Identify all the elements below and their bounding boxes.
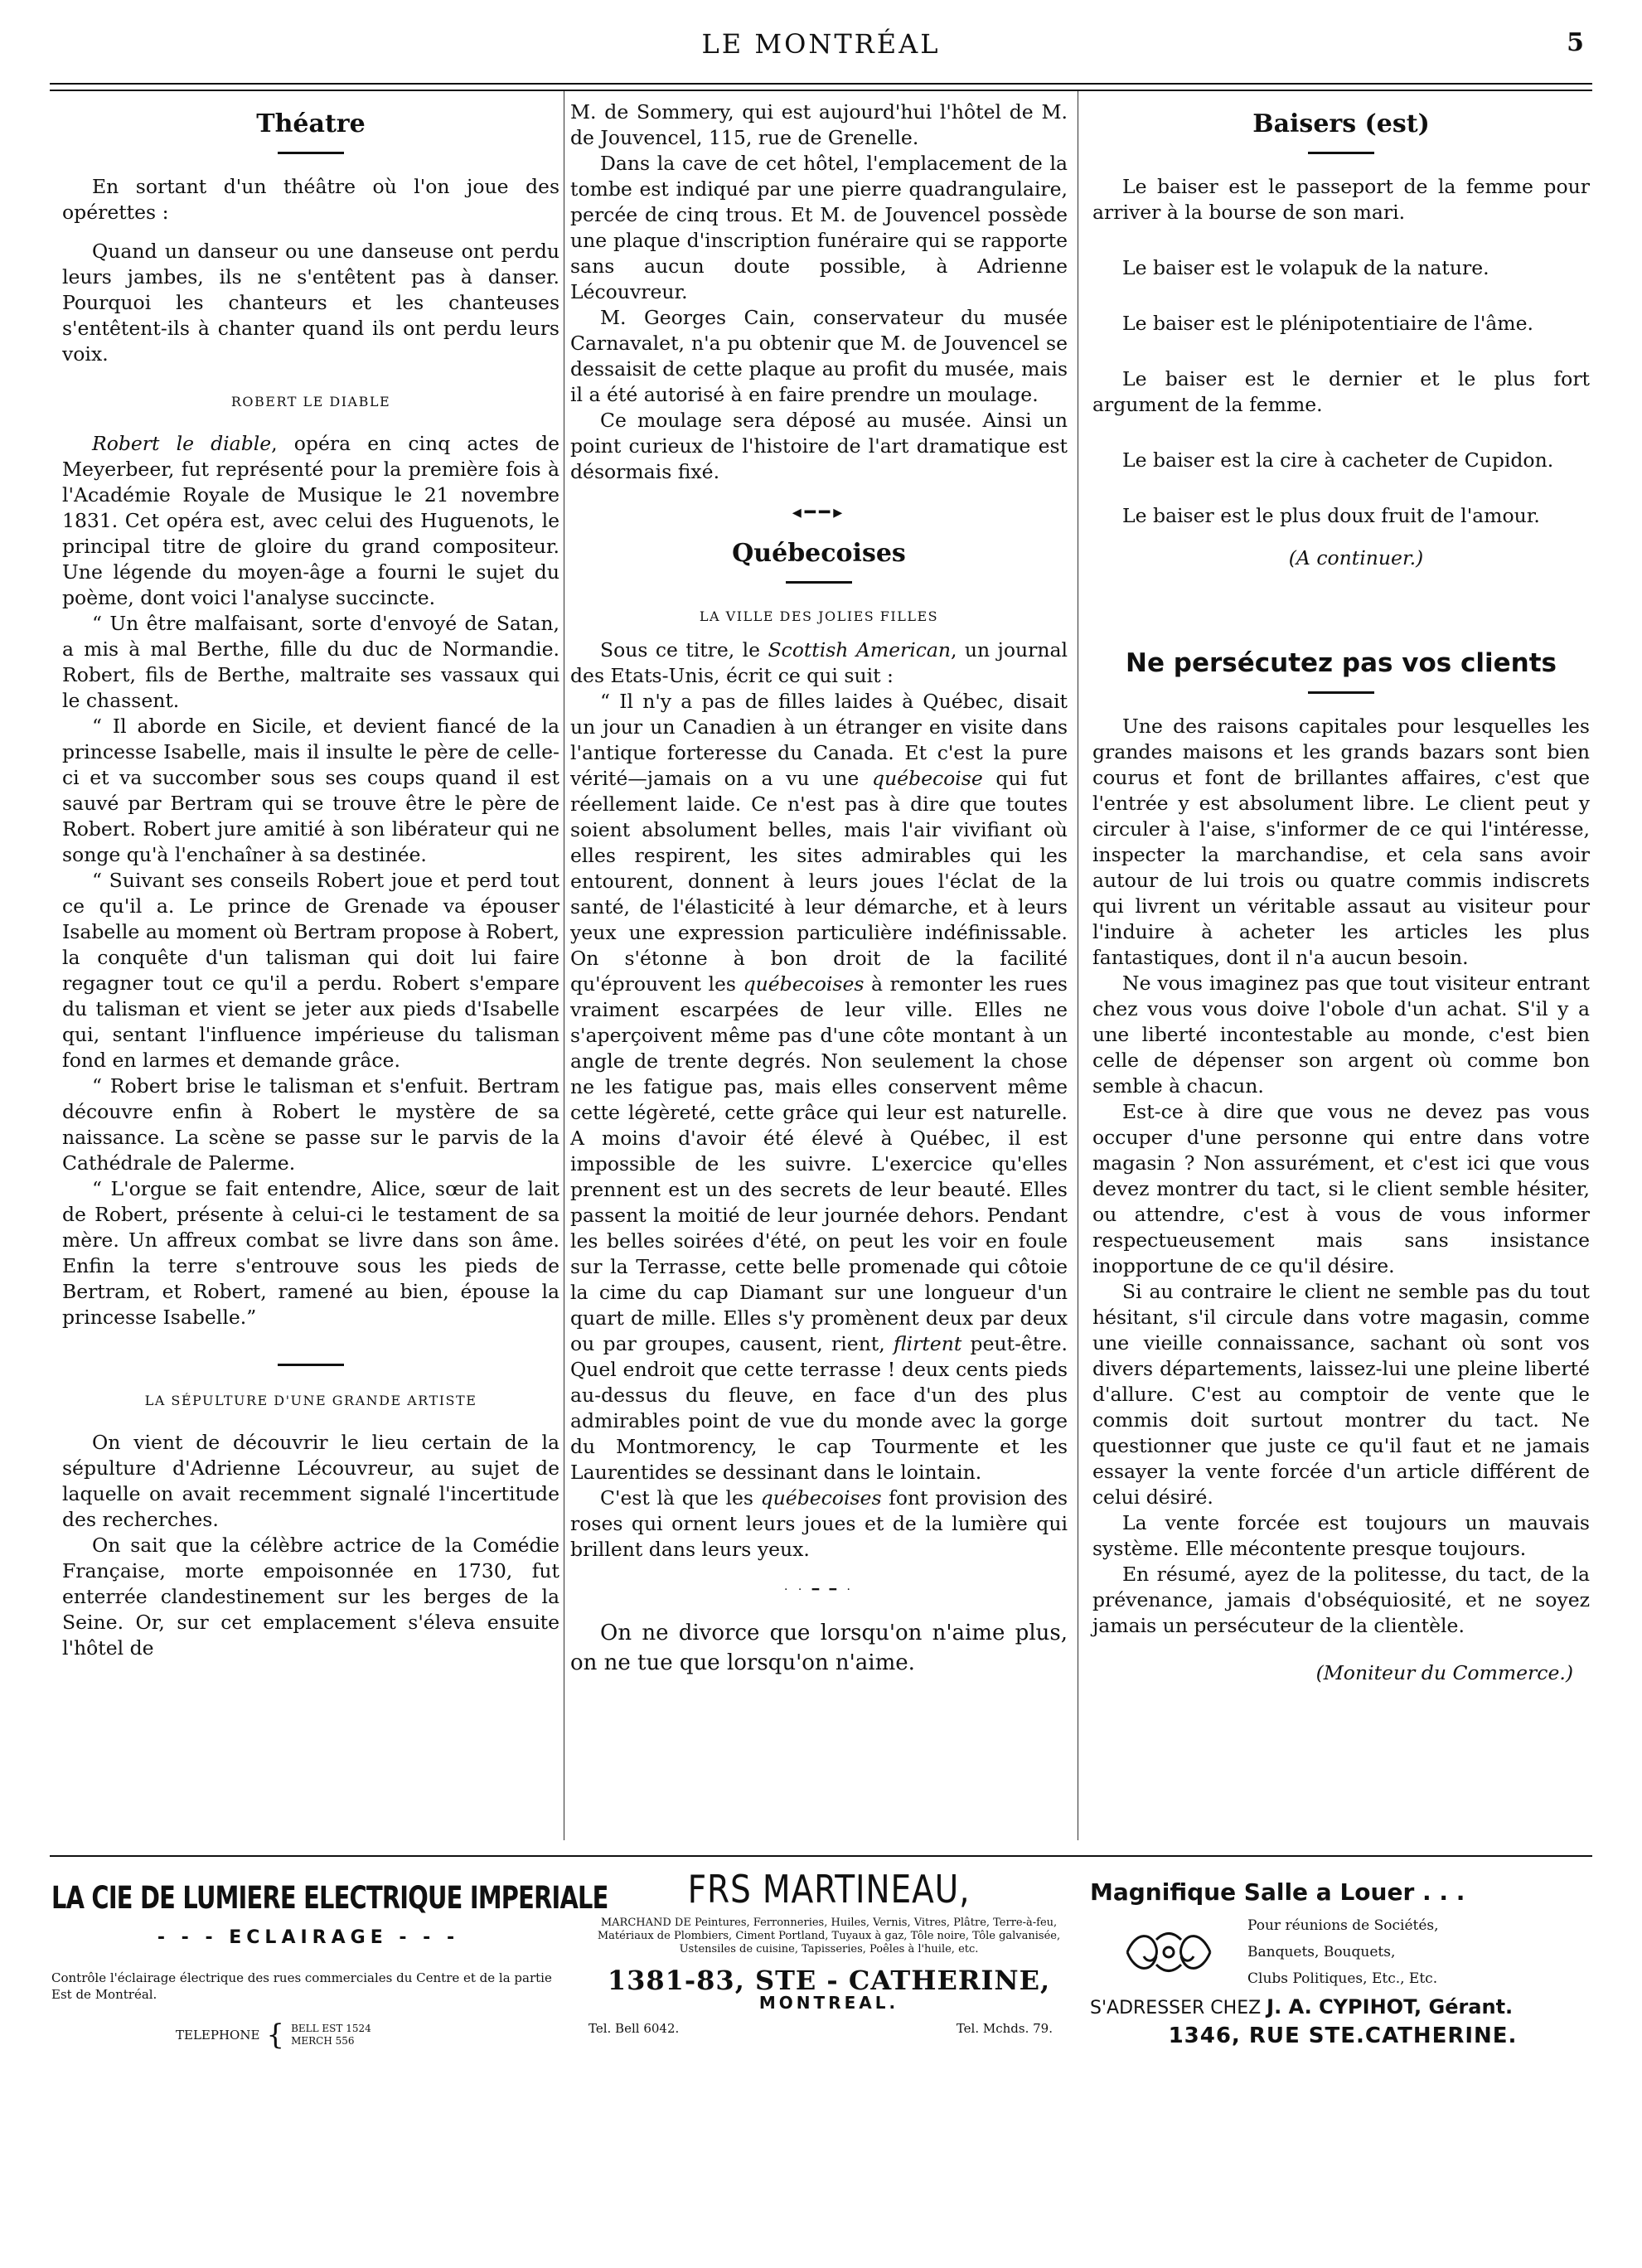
ad-list-item: Banquets, Bouquets,	[1247, 1944, 1396, 1960]
telephone-number: BELL EST 1524	[291, 2023, 371, 2034]
paragraph: Ne vous imaginez pas que tout visiteur entrant chez vous vous doive l'obole d'un achat. S'il y a une liberté incontestable au monde, c'est bien celle de dépenser son argent où comme bon semble à chacun.	[1092, 972, 1590, 1098]
ad-title: Magnifique Salle a Louer . . .	[1090, 1878, 1465, 1906]
paragraph-text: , un journal des Etats-Unis, écrit ce qui suit :	[570, 638, 1068, 687]
paragraph: En résumé, ayez de la politesse, du tact, de la prévenance, jamais d'obséquiosité, et ne soyez jamais un persécuteur de la clientèle.	[1092, 1563, 1590, 1637]
paragraph-text: Sous ce titre, le	[600, 638, 768, 662]
paragraph: En sortant d'un théâtre où l'on joue des opérettes :	[62, 175, 559, 224]
source-credit: (Moniteur du Commerce.)	[1315, 1661, 1573, 1684]
paragraph: Une des raisons capitales pour lesquelles les grandes maisons et les grands bazars sont bien courus et font de brillantes affaires, c'est que l'entrée y est absolument libre. Le client peut y circuler à l'aise, s'informer de ce qui l'intéresse, inspecter la marchandise, et cela sans avoir autour de lui trois ou quatre commis indiscrets qui livrent un véritable assaut au visiteur pour l'induire à acheter les articles les plus fantastiques, dont il n'a aucun besoin.	[1092, 715, 1590, 969]
paragraph-text: qui fut réellement laide. Ce n'est pas à dire que toutes soient absolument belles, mais l'air vivifiant où elles respirent, les sites admirables qui les entourent, donnent à leurs joues l'éclat de la santé, de l'élasticité à leur démarche, et à leurs yeux une expression particulière indéfinissable. On s'étonne à bon droit de la facilité qu'éprouvent les	[570, 767, 1068, 996]
italic-word: québecoise	[871, 767, 983, 790]
telephone-number: Tel. Mchds. 79.	[956, 2021, 1053, 2036]
paragraph: Le baiser est la cire à cacheter de Cupidon.	[1122, 448, 1554, 472]
article-title-clients: Ne persécutez pas vos clients	[1126, 648, 1557, 678]
paragraph-text: “ Il n'y a pas de filles laides à Québec, disait un jour un Canadien à un étranger en visite dans l'antique forteresse du Canada. Et c'est la pure vérité—jamais on a vu une	[570, 690, 1068, 790]
ad-electric-company	[51, 1865, 608, 2213]
paragraph: Si au contraire le client ne semble pas du tout hésitant, s'il circule dans votre magasin, comme une vieille connaissance, sachant où sont vos divers départements, laissez-lui une pleine liberté d'allure. C'est au comptoir de vente que le commis doit surtout montrer du tact. Ne questionner que juste ce qu'il faut et ne jamais essayer la vente forcée d'un article différent de celui désiré.	[1092, 1280, 1590, 1509]
paragraph: La vente forcée est toujours un mauvais système. Elle mécontente presque toujours.	[1092, 1511, 1590, 1560]
ad-list	[1247, 1912, 1439, 1992]
paragraph-text: à remonter les rues vraiment escarpées de leur ville. Elles ne s'aperçoivent même pas d'une côte montant à un angle de trente degrés. Non seulement la chose ne les fatigue pas, mais elles conservent même cette légèreté, cette grâce qui leur est naturelle. A moins d'avoir été élevé à Québec, il est impossible de les suivre. L'exercice qu'elles prennent est un des secrets de leur beauté. Elles passent la moitié de leur journée dehors. Pendant les belles soirées d'été, on peut les voir en foule sur la Terrasse, cette belle promenade qui côtoie la cime du cap Diamant sur une longueur d'un quart de mille. Elles s'y promènent deux par deux ou par groupes, causent, rient,	[570, 972, 1068, 1355]
paragraph-text: font provision des roses qui ornent leurs joues et de la lumière qui brillent dans leurs yeux.	[570, 1486, 1068, 1561]
column-2	[570, 99, 1068, 1678]
paragraph	[570, 1485, 1068, 1563]
page-header	[50, 28, 1592, 78]
telephone-numbers	[291, 2023, 371, 2048]
ad-list-item: Pour réunions de Sociétés,	[1247, 1917, 1439, 1934]
title-rule	[278, 152, 344, 154]
title-rule	[1308, 691, 1374, 694]
masthead-title: LE MONTRÉAL	[701, 28, 941, 60]
paragraph: M. de Sommery, qui est aujourd'hui l'hôtel de M. de Jouvencel, 115, rue de Grenelle.	[570, 100, 1068, 149]
ad-text: Contrôle l'éclairage électrique des rues commerciales du Centre et de la partie Est de Montréal.	[51, 1970, 552, 2002]
brace-icon: {	[266, 2018, 285, 2052]
ad-telephones	[589, 2021, 1053, 2036]
italic-word: québecoises	[743, 972, 865, 996]
paragraph	[570, 689, 1068, 1485]
paragraph: On sait que la célèbre actrice de la Comédie Française, morte empoisonnée en 1730, fut enterrée clandestinement sur les berges de la Seine. Or, sur cet emplacement s'éleva ensuite l'hôtel de	[62, 1534, 559, 1660]
ad-city: MONTREAL.	[758, 1993, 899, 2013]
page-number: 5	[1567, 28, 1584, 57]
ad-contact	[1090, 1995, 1596, 2018]
paragraph: “ Robert brise le talisman et s'enfuit. Bertram découvre enfin à Robert le mystère de sa naissance. La scène se passe sur le parvis de la Cathédrale de Palerme.	[62, 1074, 559, 1175]
ad-telephone	[176, 2018, 565, 2052]
article-title-quebecoises: Québecoises	[732, 539, 906, 568]
header-rule	[50, 83, 1592, 91]
section-heading: LA SÉPULTURE D'UNE GRANDE ARTISTE	[144, 1393, 477, 1408]
title-rule	[1308, 152, 1374, 154]
paragraph: “ L'orgue se fait entendre, Alice, sœur de lait de Robert, présente à celui-ci le testament de sa mère. Un affreux combat se livre dans son âme. Enfin la terre s'entrouve sous les pieds de Bertram, et Robert, ramené au bien, épouse la princesse Isabelle.”	[62, 1177, 559, 1329]
italic-word: flirtent	[893, 1332, 962, 1355]
paragraph: Quand un danseur ou une danseuse ont perdu leurs jambes, ils ne s'entêtent pas à danser. Pourquoi les chanteurs et les chanteuses s'entêtent-ils à chanter quand ils ont perdu leurs voix.	[62, 240, 559, 366]
paragraph: Ce moulage sera déposé au musée. Ainsi un point curieux de l'histoire de l'art dramatique est désormais fixé.	[570, 409, 1068, 483]
italic-title: Robert le diable	[92, 432, 272, 455]
ad-text: MARCHAND DE Peintures, Ferronneries, Huiles, Vernis, Vitres, Plâtre, Terre-à-feu, Matériaux de Plombiers, Ciment Portland, Tuyaux à gaz, Tôle noire, Tôle galvanisée, Ustensiles de cuisine, Tapisseries, Poêles à l'huile, etc.	[597, 1917, 1061, 1955]
paragraph: Est-ce à dire que vous ne devez pas vous occuper d'une personne qui entre dans votre magasin ? Non assurément, et c'est ici que vous devez montrer du tact, si le client semble hésiter, ou attendre, c'est à vous de vous informer respectueusement mais sans insistance inopportune de ce qu'il désire.	[1092, 1100, 1590, 1277]
section-heading: ROBERT LE DIABLE	[230, 394, 391, 410]
paragraph: Le baiser est le volapuk de la nature.	[1122, 256, 1489, 279]
paragraph: On vient de découvrir le lieu certain de la sépulture d'Adrienne Lécouvreur, au sujet de laquelle on avait recemment signalé l'incertitude des recherches.	[62, 1431, 559, 1531]
to-be-continued: (A continuer.)	[1288, 546, 1424, 569]
ad-title: FRS MARTINEAU,	[687, 1867, 971, 1912]
column-1	[62, 99, 559, 1661]
italic-journal-name: Scottish American	[768, 638, 952, 662]
paragraph: Le baiser est le plénipotentiaire de l'âme.	[1122, 312, 1533, 335]
paragraph	[62, 431, 559, 611]
paragraph: On ne divorce que lorsqu'on n'aime plus, on ne tue que lorsqu'on n'aime.	[570, 1621, 1068, 1675]
section-heading: LA VILLE DES JOLIES FILLES	[699, 608, 939, 624]
paragraph: Le baiser est le dernier et le plus fort argument de la femme.	[1092, 367, 1590, 416]
ad-body	[1090, 1912, 1596, 1992]
article-title-baisers: Baisers (est)	[1252, 109, 1430, 138]
telephone-label: TELEPHONE	[176, 2028, 260, 2043]
ad-title: LA CIE DE LUMIERE ELECTRIQUE IMPERIALE	[51, 1880, 608, 1916]
column-3	[1092, 99, 1590, 1686]
section-rule	[278, 1364, 344, 1366]
ornament-divider: · · ━ ━ ·	[783, 1583, 854, 1597]
paragraph-text: peut-être. Quel endroit que cette terrasse ! deux cents pieds au-dessus du fleuve, en face d'un des plus admirables point de vue du monde avec la gorge du Montmorency, le cap Tourmente et les Laurentides se dessinant dans le lointain.	[570, 1332, 1068, 1484]
italic-word: québecoises	[760, 1486, 882, 1510]
paragraph: Le baiser est le passeport de la femme pour arriver à la bourse de son mari.	[1092, 175, 1590, 224]
paragraph-text: C'est là que les	[600, 1486, 761, 1510]
paragraph: “ Suivant ses conseils Robert joue et perd tout ce qu'il a. Le prince de Grenade va épouser Isabelle au moment où Bertram propose à Robert, la conquête d'un talisman qui doit lui faire regagner tout ce qu'il a perdu. Robert s'empare du talisman et vient se jeter aux pieds d'Isabelle qui, sentant l'influence impérieuse du talisman fond en larmes et demande grâce.	[62, 869, 559, 1072]
title-rule	[786, 581, 852, 584]
ad-address: 1381-83, STE - CATHERINE,	[607, 1965, 1051, 1996]
paragraph: “ Il aborde en Sicile, et devient fiancé de la princesse Isabelle, mais il insulte le père de celle-ci et va succomber sous ses coups quand il est sauvé par Bertram qui se trouve être le père de Robert. Robert jure amitié à son libérateur qui ne songe qu'à l'enchaîner à sa destinée.	[62, 715, 559, 866]
paragraph: “ Un être malfaisant, sorte d'envoyé de Satan, a mis à mal Berthe, fille du duc de Normandie. Robert, fils de Berthe, maltraite ses vassaux qui le chassent.	[62, 612, 559, 712]
ornament-divider: ◂━━▸	[792, 502, 846, 523]
contact-name: J. A. CYPIHOT, Gérant.	[1267, 1995, 1514, 2018]
ad-hall-rental	[1090, 1865, 1596, 2213]
paragraph: Dans la cave de cet hôtel, l'emplacement de la tombe est indiqué par une pierre quadrangulaire, percée de cinq trous. Et M. de Jouvencel possède une plaque d'inscription funéraire qui se rapporte sans aucun doute possible, à Adrienne Lécouvreur.	[570, 152, 1068, 303]
contact-prefix: S'ADRESSER CHEZ	[1090, 1998, 1267, 2018]
telephone-number: MERCH 556	[291, 2035, 355, 2047]
paragraph: M. Georges Cain, conservateur du musée Carnavalet, n'a pu obtenir que M. de Jouvencel se dessaisit de cette plaque au profit du musée, mais il a été autorisé à en faire prendre un moulage.	[570, 306, 1068, 406]
paragraph	[570, 637, 1068, 689]
ad-address: 1346, RUE STE.CATHERINE.	[1168, 2023, 1518, 2048]
paragraph: Le baiser est le plus doux fruit de l'amour.	[1122, 504, 1540, 527]
telephone-number: Tel. Bell 6042.	[589, 2021, 680, 2036]
ad-martineau	[580, 1865, 1078, 2213]
article-title-theatre: Théatre	[256, 109, 366, 138]
paragraph-text: , opéra en cinq actes de Meyerbeer, fut représenté pour la première fois à l'Académie Royale de Musique le 21 novembre 1831. Cet opéra est, avec celui des Huguenots, le principal titre de gloire du grand compositeur. Une légende du moyen-âge a fourni le sujet du poème, dont voici l'analyse succincte.	[62, 432, 560, 609]
ad-subtitle: - - - ECLAIRAGE - - -	[157, 1927, 460, 1948]
ads-rule	[50, 1855, 1592, 1857]
ad-list-item: Clubs Politiques, Etc., Etc.	[1247, 1970, 1438, 1987]
ornament-icon	[1090, 1912, 1247, 1992]
